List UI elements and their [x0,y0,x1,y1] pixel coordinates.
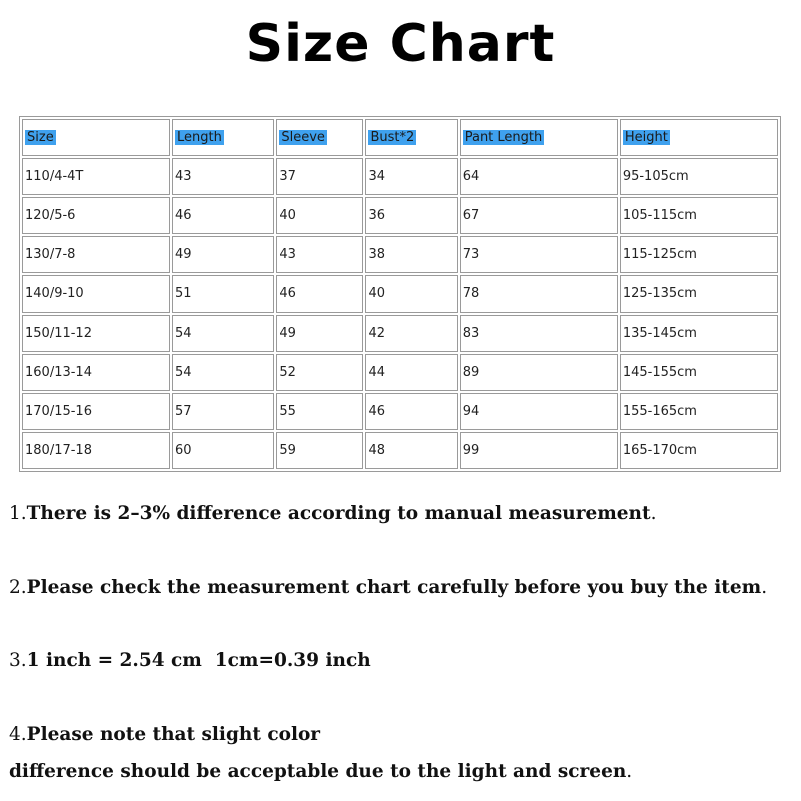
table-cell: 54 [172,315,274,352]
table-cell: 46 [276,275,363,312]
table-cell: 37 [276,158,363,195]
table-header-cell [620,119,778,156]
table-cell: 150/11-12 [22,315,170,352]
table-cell: 105-115cm [620,197,778,234]
header-label: Size [27,130,54,146]
table-cell: 59 [276,432,363,469]
table-cell: 170/15-16 [22,393,170,430]
table-cell: 44 [365,354,457,391]
table-row [22,432,778,469]
table-row [22,315,778,352]
note-4 [9,717,320,753]
table-cell: 94 [460,393,618,430]
note-number: 4. [9,724,27,745]
table-cell: 130/7-8 [22,236,170,273]
table-cell: 125-135cm [620,275,778,312]
table-header-cell [460,119,618,156]
table-cell: 36 [365,197,457,234]
table-cell: 43 [172,158,274,195]
header-label: Height [624,130,668,146]
table-cell: 135-145cm [620,315,778,352]
table-cell: 54 [172,354,274,391]
table-cell: 73 [460,236,618,273]
table-cell: 49 [172,236,274,273]
table-cell: 42 [365,315,457,352]
table-cell: 38 [365,236,457,273]
size-table-container [19,116,781,472]
table-cell: 43 [276,236,363,273]
table-header-cell [365,119,457,156]
table-row [22,275,778,312]
table-cell: 110/4-4T [22,158,170,195]
table-cell: 40 [276,197,363,234]
table-cell: 95-105cm [620,158,778,195]
table-cell: 83 [460,315,618,352]
header-label: Pant Length [464,130,543,146]
note-number: 1. [9,503,27,524]
note-2 [9,570,767,606]
table-cell: 160/13-14 [22,354,170,391]
note-number: 3. [9,650,27,671]
note-number: 2. [9,577,27,598]
header-label: Sleeve [281,130,325,146]
table-cell: 145-155cm [620,354,778,391]
table-cell: 40 [365,275,457,312]
table-cell: 55 [276,393,363,430]
table-cell: 140/9-10 [22,275,170,312]
table-cell: 120/5-6 [22,197,170,234]
table-cell: 49 [276,315,363,352]
page-title: Size Chart [245,14,556,74]
table-cell: 180/17-18 [22,432,170,469]
table-cell: 78 [460,275,618,312]
size-table [19,116,781,472]
table-header-cell [276,119,363,156]
table-cell: 52 [276,354,363,391]
table-cell: 48 [365,432,457,469]
table-header-cell [172,119,274,156]
header-label: Bust*2 [370,130,415,146]
note-text: Please note that slight color [26,724,321,745]
note-end: . [626,761,633,782]
note-4-continued [9,754,632,790]
table-header-cell [22,119,170,156]
table-cell: 51 [172,275,274,312]
note-end: . [650,503,657,524]
note-end: . [761,577,768,598]
note-3 [9,643,371,679]
table-row [22,354,778,391]
table-cell: 34 [365,158,457,195]
table-cell: 46 [172,197,274,234]
table-header-row [22,119,778,156]
note-text: There is 2–3% difference according to manual measurement [26,503,651,524]
table-cell: 155-165cm [620,393,778,430]
header-label: Length [176,130,222,146]
note-text: 1 inch = 2.54 cm 1cm=0.39 inch [26,650,371,671]
table-row [22,236,778,273]
table-cell: 57 [172,393,274,430]
note-text: Please check the measurement chart carefully before you buy the item [26,577,762,598]
table-cell: 60 [172,432,274,469]
table-cell: 165-170cm [620,432,778,469]
note-text: difference should be acceptable due to the light and screen [9,761,627,782]
table-cell: 67 [460,197,618,234]
table-row [22,197,778,234]
table-cell: 46 [365,393,457,430]
table-cell: 64 [460,158,618,195]
table-cell: 99 [460,432,618,469]
table-row [22,393,778,430]
table-cell: 115-125cm [620,236,778,273]
table-row [22,158,778,195]
note-1 [9,496,656,532]
table-cell: 89 [460,354,618,391]
